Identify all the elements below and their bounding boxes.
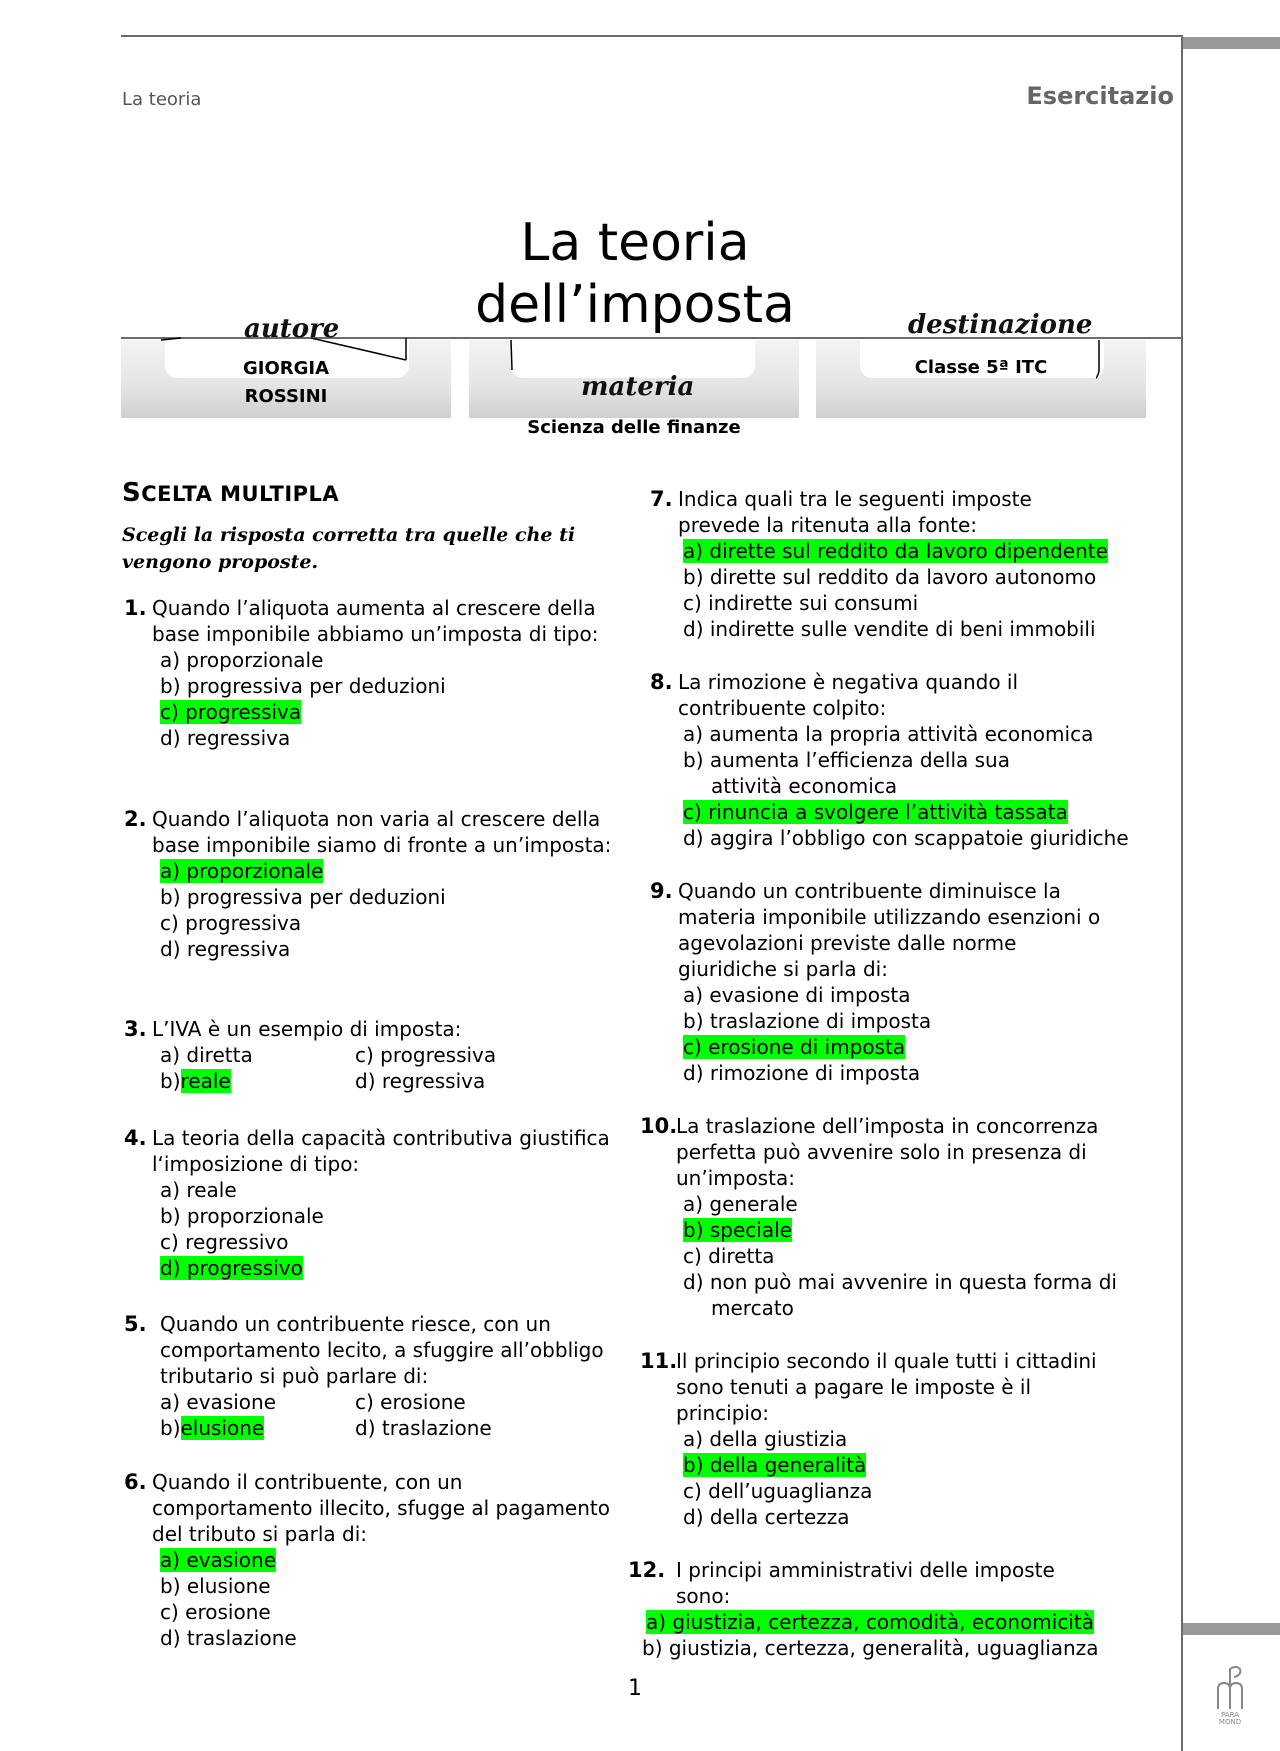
question-stem: Quando l’aliquota aumenta al crescere della base imponibile abbiamo un’imposta di tipo:: [152, 596, 599, 646]
question-10: [640, 1113, 1140, 1321]
question-12: [628, 1557, 1148, 1661]
option-c[interactable]: c) progressiva: [160, 911, 302, 935]
option-c-correct[interactable]: c) progressiva: [160, 700, 302, 724]
question-number: 10.: [640, 1114, 678, 1138]
question-stem: La traslazione dell’imposta in concorrenza perfetta può avvenire solo in presenza di un’imposta:: [676, 1114, 1099, 1190]
option-b[interactable]: b) aumenta l’efficienza della sua attività economica: [683, 748, 1010, 798]
question-number: 6.: [124, 1470, 147, 1494]
svg-text:MOND: MOND: [1218, 1718, 1242, 1725]
destination-value: Classe 5ª ITC: [914, 357, 1048, 378]
question-stem: L’IVA è un esempio di imposta:: [152, 1017, 462, 1041]
svg-text:PARA: PARA: [1221, 1711, 1239, 1719]
page-edge-rule: [1181, 35, 1183, 1751]
option-b[interactable]: b) progressiva per deduzioni: [160, 885, 446, 909]
option-a-correct[interactable]: a) proporzionale: [160, 859, 324, 883]
question-stem: Quando un contribuente riesce, con un comportamento lecito, a sfuggire all’obbligo tributario si può parlare di:: [160, 1312, 604, 1388]
author-box: [121, 340, 451, 418]
author-last-name: ROSSINI: [244, 386, 328, 407]
option-d[interactable]: d) della certezza: [683, 1505, 850, 1529]
option-a-correct[interactable]: a) giustizia, certezza, comodità, economicità: [646, 1610, 1094, 1634]
question-stem: Quando il contribuente, con un comportamento illecito, sfugge al pagamento del tributo si parla di:: [152, 1470, 610, 1546]
option-c[interactable]: c) indirette sui consumi: [683, 591, 919, 615]
question-number: 11.: [640, 1349, 678, 1373]
question-number: 4.: [124, 1126, 147, 1150]
title-line-2: dell’imposta: [475, 275, 795, 335]
option-c-correct[interactable]: c) erosione di imposta: [683, 1035, 906, 1059]
option-b[interactable]: b) traslazione di imposta: [683, 1009, 932, 1033]
question-1: [124, 595, 624, 751]
question-number: 3.: [124, 1017, 147, 1041]
question-stem: La teoria della capacità contributiva giustifica l‘imposizione di tipo:: [152, 1126, 610, 1176]
question-stem: I principi amministrativi delle imposte sono:: [676, 1558, 1055, 1608]
title-line-1: La teoria: [520, 213, 750, 273]
option-a-correct[interactable]: a) dirette sul reddito da lavoro dipendente: [683, 539, 1108, 563]
option-a[interactable]: a) reale: [160, 1178, 237, 1202]
question-number: 1.: [124, 596, 147, 620]
option-a[interactable]: a) aumenta la propria attività economica: [683, 722, 1094, 746]
question-number: 8.: [650, 670, 673, 694]
side-tab-top: [1183, 37, 1280, 49]
option-d[interactable]: d) traslazione: [355, 1416, 492, 1440]
option-d[interactable]: d) regressiva: [355, 1069, 486, 1093]
option-a[interactable]: a) generale: [683, 1192, 798, 1216]
question-stem: La rimozione è negativa quando il contribuente colpito:: [678, 670, 1019, 720]
option-a[interactable]: a) evasione: [160, 1390, 277, 1414]
subject-value: Scienza delle finanze: [527, 417, 741, 438]
page-number: 1: [628, 1676, 642, 1701]
question-number: 12.: [628, 1558, 666, 1582]
section-title-rest: CELTA MULTIPLA: [141, 482, 340, 506]
option-c[interactable]: c) progressiva: [355, 1043, 497, 1067]
question-4: [124, 1125, 624, 1281]
question-number: 9.: [650, 879, 673, 903]
section-title-initial: S: [122, 478, 142, 508]
option-b-correct[interactable]: b)elusione: [160, 1416, 265, 1440]
publisher-logo-icon: [1210, 1665, 1250, 1725]
subject-box: [469, 340, 799, 418]
option-c[interactable]: c) dell’uguaglianza: [683, 1479, 873, 1503]
question-number: 5.: [124, 1312, 147, 1336]
option-b[interactable]: b) dirette sul reddito da lavoro autonomo: [683, 565, 1097, 589]
question-6: [124, 1469, 624, 1651]
option-a[interactable]: a) della giustizia: [683, 1427, 848, 1451]
decorative-line-icon: [509, 340, 515, 372]
running-header-right: Esercitazio: [1026, 82, 1174, 110]
option-b-correct[interactable]: b)reale: [160, 1069, 231, 1093]
option-c-correct[interactable]: c) rinuncia a svolgere l’attività tassata: [683, 800, 1068, 824]
option-c[interactable]: c) diretta: [683, 1244, 775, 1268]
option-b[interactable]: b) elusione: [160, 1574, 271, 1598]
option-d[interactable]: d) rimozione di imposta: [683, 1061, 921, 1085]
page-title: [440, 212, 830, 336]
question-11: [640, 1348, 1140, 1530]
question-8: [650, 669, 1150, 851]
option-d[interactable]: d) traslazione: [160, 1626, 297, 1650]
option-b-correct[interactable]: b) della generalità: [683, 1453, 867, 1477]
option-d[interactable]: d) regressiva: [160, 726, 291, 750]
option-b-correct[interactable]: b) speciale: [683, 1218, 792, 1242]
destination-label: destinazione: [908, 310, 1093, 340]
question-stem: Indica quali tra le seguenti imposte prevede la ritenuta alla fonte:: [678, 487, 1032, 537]
question-5: [124, 1311, 624, 1441]
top-rule: [121, 35, 1182, 37]
question-3: [124, 1016, 624, 1094]
option-d[interactable]: d) non può mai avvenire in questa forma di mercato: [683, 1270, 1117, 1320]
section-title: [122, 478, 339, 508]
option-d[interactable]: d) aggira l’obbligo con scappatoie giuridiche: [683, 826, 1129, 850]
question-number: 7.: [650, 487, 673, 511]
question-number: 2.: [124, 807, 147, 831]
question-stem: Il principio secondo il quale tutti i cittadini sono tenuti a pagare le imposte è il principio:: [676, 1349, 1097, 1425]
author-value: [121, 355, 451, 411]
running-header-left: La teoria: [122, 89, 202, 110]
author-label: autore: [244, 314, 340, 344]
option-c[interactable]: c) erosione: [160, 1600, 271, 1624]
question-2: [124, 806, 634, 962]
option-a[interactable]: a) evasione di imposta: [683, 983, 911, 1007]
question-stem: Quando un contribuente diminuisce la materia imponibile utilizzando esenzioni o agevolazioni previste dalle norme giuridiche si parla di:: [678, 879, 1101, 981]
option-a[interactable]: a) diretta: [160, 1043, 253, 1067]
option-c[interactable]: c) regressivo: [160, 1230, 289, 1254]
option-d[interactable]: d) regressiva: [160, 937, 291, 961]
option-b[interactable]: b) proporzionale: [160, 1204, 324, 1228]
author-first-name: GIORGIA: [242, 358, 330, 379]
question-7: [650, 486, 1130, 642]
option-d-correct[interactable]: d) progressivo: [160, 1256, 303, 1280]
destination-box: [816, 340, 1146, 418]
subject-label: materia: [581, 372, 695, 402]
instructions: Scegli la risposta corretta tra quelle che ti vengono proposte.: [122, 524, 576, 573]
option-b[interactable]: b) progressiva per deduzioni: [160, 674, 446, 698]
option-a[interactable]: a) proporzionale: [160, 648, 324, 672]
side-tab-bottom: [1183, 1623, 1280, 1635]
question-stem: Quando l’aliquota non varia al crescere della base imponibile siamo di fronte a un’imposta:: [152, 807, 612, 857]
option-a-correct[interactable]: a) evasione: [160, 1548, 277, 1572]
option-d[interactable]: d) indirette sulle vendite di beni immobili: [683, 617, 1096, 641]
option-b[interactable]: b) giustizia, certezza, generalità, uguaglianza: [642, 1636, 1099, 1660]
question-9: [650, 878, 1130, 1086]
option-c[interactable]: c) erosione: [355, 1390, 466, 1414]
